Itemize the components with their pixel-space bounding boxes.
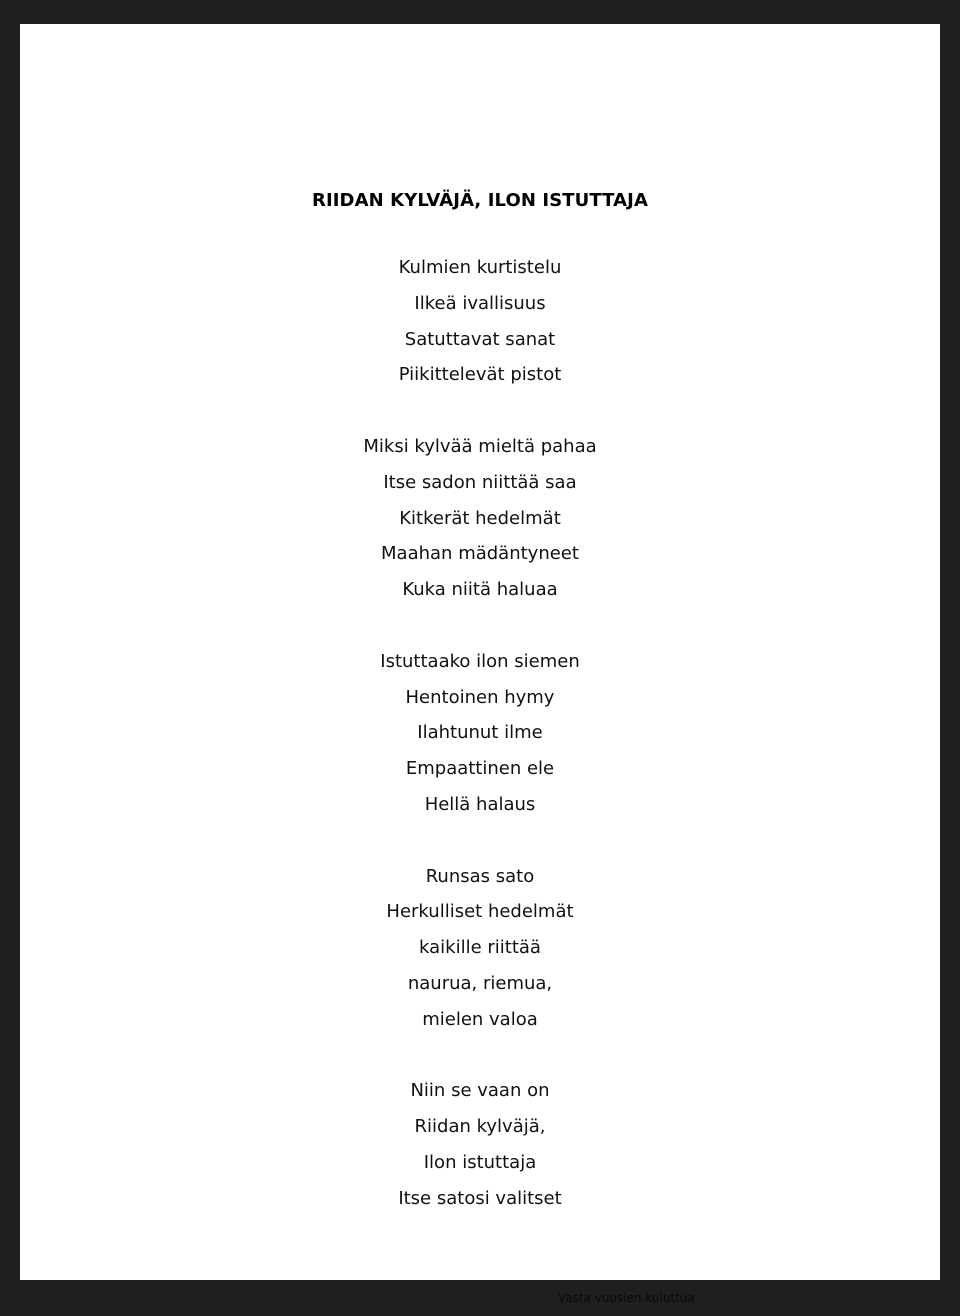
poem-line: Piikittelevät pistot xyxy=(398,364,562,386)
next-page-peek-text: Vasta vuosien kuluttua xyxy=(558,1291,695,1305)
poem-line: Hellä halaus xyxy=(424,793,536,815)
poem-body xyxy=(20,250,940,1217)
stanza-gap xyxy=(20,823,940,859)
stanza xyxy=(20,429,940,608)
stanza xyxy=(20,250,940,393)
poem-line: Kulmien kurtistelu xyxy=(398,257,562,278)
poem-line: Istuttaako ilon siemen xyxy=(380,650,580,672)
poem-title: RIIDAN KYLVÄJÄ, ILON ISTUTTAJA xyxy=(312,190,648,211)
poem-line: mielen valoa xyxy=(422,1008,538,1030)
poem-line: Kuka niitä haluaa xyxy=(402,579,558,601)
poem-line: naurua, riemua, xyxy=(407,972,553,994)
stanza-gap xyxy=(20,608,940,644)
poem-line: Ilkeä ivallisuus xyxy=(414,292,546,314)
stanza xyxy=(20,644,940,823)
poem-line: Maahan mädäntyneet xyxy=(381,543,579,565)
poem-line: Herkulliset hedelmät xyxy=(386,901,574,923)
poem-line: Riidan kylväjä, xyxy=(414,1116,546,1138)
poem-line: kaikille riittää xyxy=(419,937,541,959)
stanza-gap xyxy=(20,1038,940,1074)
poem-line: Ilon istuttaja xyxy=(423,1151,537,1173)
stanza xyxy=(20,1073,940,1216)
poem-line: Hentoinen hymy xyxy=(405,686,555,708)
poem-line: Satuttavat sanat xyxy=(404,328,556,350)
poem-line: Itse satosi valitset xyxy=(398,1187,562,1209)
stanza xyxy=(20,859,940,1038)
poem-line: Kitkerät hedelmät xyxy=(399,507,561,529)
poem-line: Niin se vaan on xyxy=(410,1080,550,1102)
stanza-gap xyxy=(20,393,940,429)
document-page xyxy=(20,24,940,1280)
poem-line: Itse sadon niittää saa xyxy=(383,471,577,493)
poem-line: Ilahtunut ilme xyxy=(417,722,543,744)
poem-line: Empaattinen ele xyxy=(405,758,555,780)
poem-line: Miksi kylvää mieltä pahaa xyxy=(363,435,597,457)
poem-line: Runsas sato xyxy=(425,865,535,887)
